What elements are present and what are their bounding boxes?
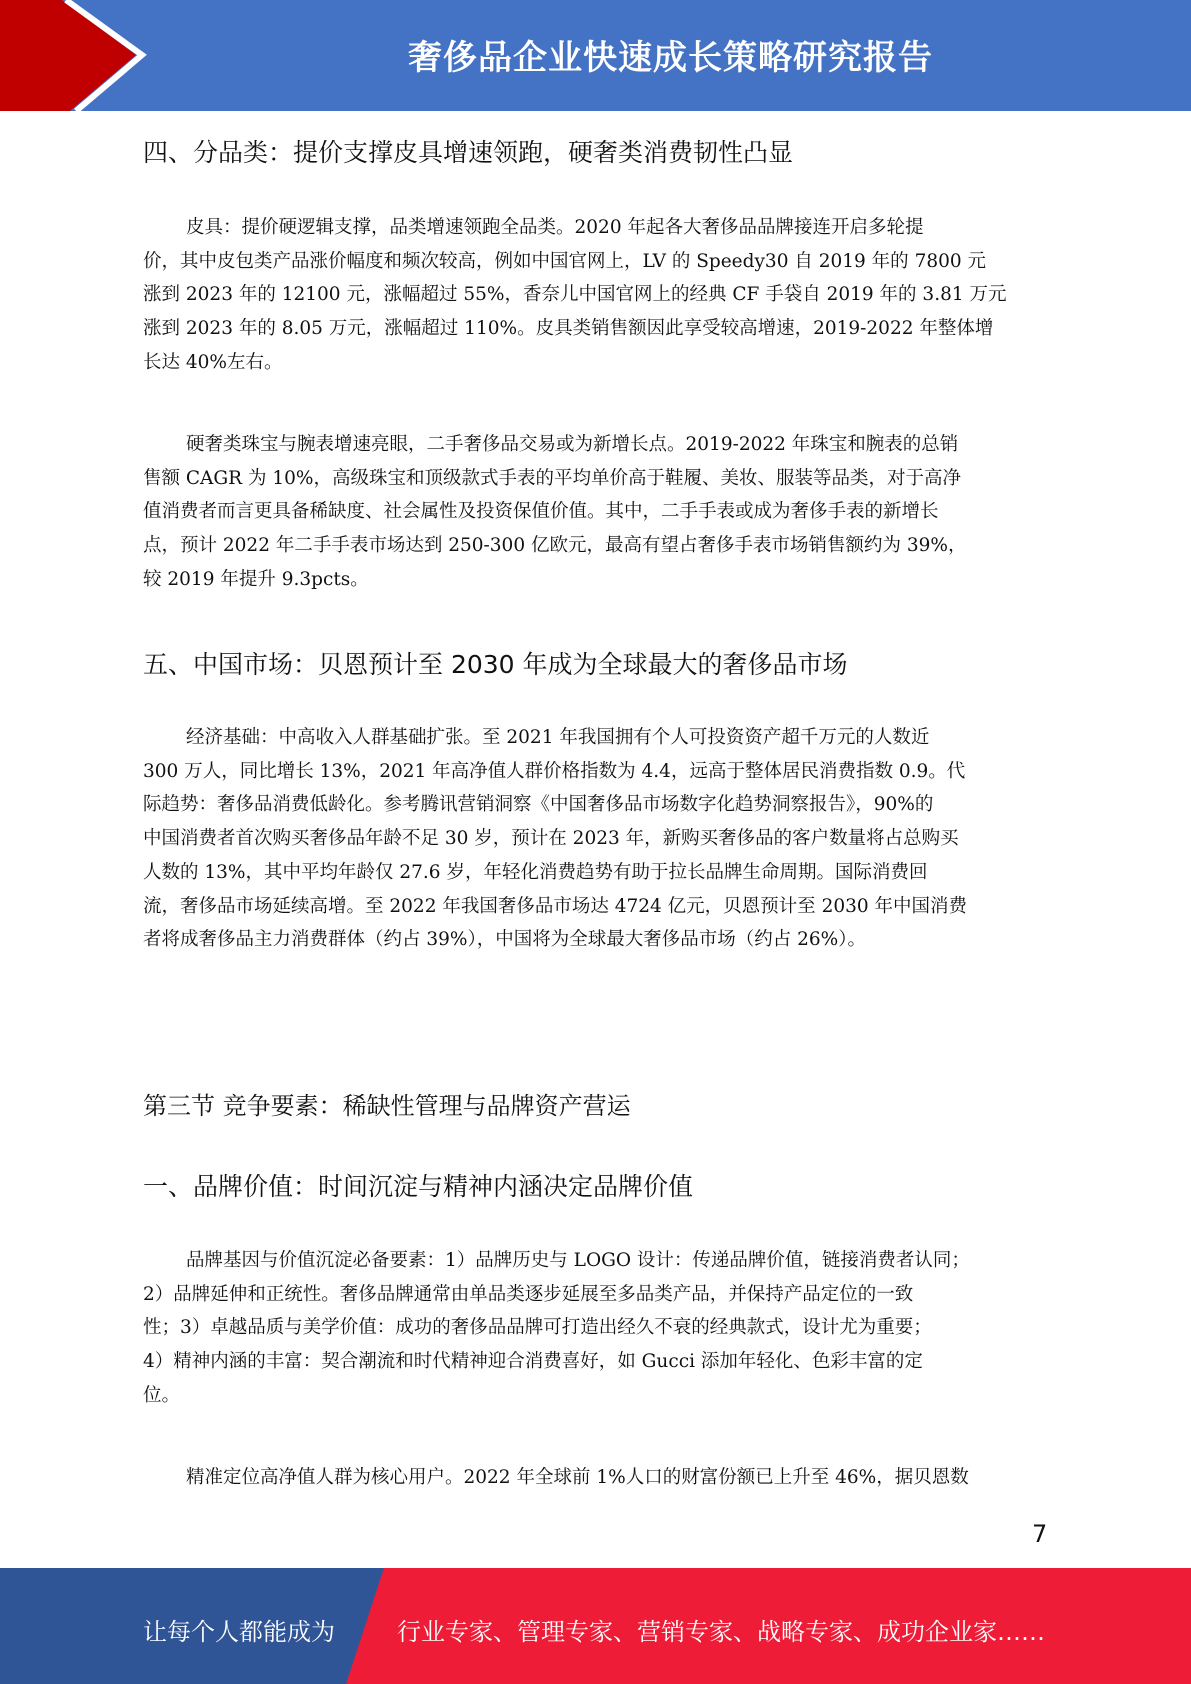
page-header bbox=[0, 0, 1191, 111]
paragraph-brand-dna: 品牌基因与价值沉淀必备要素：1）品牌历史与 LOGO 设计：传递品牌价值，链接消费者认同； 2）品牌延伸和正统性。奢侈品牌通常由单品类逐步延展至多品类产品，并保持产品定位的一致 性；3）卓越品质与美学价值：成功的奢侈品品牌可打造出经久不衰的经典款式，设计尤为重要； 4）精神内涵的丰富：契合潮流和时代精神迎合消费喜好，如 Gucci 添加年轻化、色彩丰富的定 位。 bbox=[143, 1250, 970, 1406]
paragraph-positioning: 精准定位高净值人群为核心用户。2022 年全球前 1%人口的财富份额已上升至 46%，据贝恩数 bbox=[186, 1467, 969, 1488]
paragraph-economy: 经济基础：中高收入人群基础扩张。至 2021 年我国拥有个人可投资资产超千万元的人数近 300 万人，同比增长 13%，2021 年高净值人群价格指数为 4.4，远高于整体居民消费指数 0.9。代 际趋势：奢侈品消费低龄化。参考腾讯营销洞察《中国奢侈品市场数字化趋势洞察报告》，90%的 中国消费者首次购买奢侈品年龄不足 30 岁，预计在 2023 年，新购买奢侈品的客户数量将占总购买 人数的 13%，其中平均年龄仅 27.6 岁，年轻化消费趋势有助于拉长品牌生命周期。国际消费回 流，奢侈品市场延续高增。至 2022 年我国奢侈品市场达 4724 亿元，贝恩预计至 2030 年中国消费 者将成奢侈品主力消费群体（约占 39%），中国将为全球最大奢侈品市场（约占 26%）。 bbox=[143, 727, 968, 951]
heading-category: 四、分品类：提价支撑皮具增速领跑，硬奢类消费韧性凸显 bbox=[143, 138, 794, 167]
footer-slogan-left: 让每个人都能成为 bbox=[143, 1618, 335, 1646]
footer-slogan-right: 行业专家、管理专家、营销专家、战略专家、成功企业家…… bbox=[397, 1618, 1045, 1646]
paragraph-leather: 皮具：提价硬逻辑支撑，品类增速领跑全品类。2020 年起各大奢侈品品牌接连开启多轮提 价，其中皮包类产品涨价幅度和频次较高，例如中国官网上，LV 的 Speedy30 自 2019 年的 7800 元 涨到 2023 年的 12100 元，涨幅超过 55%，香奈儿中国官网上的经典 CF 手袋自 2019 年的 3.81 万元 涨到 2023 年的 8.05 万元，涨幅超过 110%。皮具类销售额因此享受较高增速，2019-2022 年整体增 长达 40%左右。 bbox=[143, 217, 1007, 373]
section-heading: 第三节 竞争要素：稀缺性管理与品牌资产营运 bbox=[143, 1092, 631, 1120]
page-number: 7 bbox=[1032, 1520, 1048, 1548]
paragraph-hard-luxury: 硬奢类珠宝与腕表增速亮眼，二手奢侈品交易或为新增长点。2019-2022 年珠宝和腕表的总销 售额 CAGR 为 10%，高级珠宝和顶级款式手表的平均单价高于鞋履、美妆、服装等品类，对于高净 值消费者而言更具备稀缺度、社会属性及投资保值价值。其中，二手手表或成为奢侈手表的新增长 点，预计 2022 年二手手表市场达到 250-300 亿欧元，最高有望占奢侈手表市场销售额约为 39%， 较 2019 年提升 9.3pcts。 bbox=[143, 434, 967, 590]
heading-brand-value: 一、品牌价值：时间沉淀与精神内涵决定品牌价值 bbox=[143, 1172, 694, 1201]
page-footer bbox=[0, 1568, 1191, 1684]
report-title: 奢侈品企业快速成长策略研究报告 bbox=[408, 38, 933, 78]
heading-china-market: 五、中国市场：贝恩预计至 2030 年成为全球最大的奢侈品市场 bbox=[143, 650, 848, 679]
